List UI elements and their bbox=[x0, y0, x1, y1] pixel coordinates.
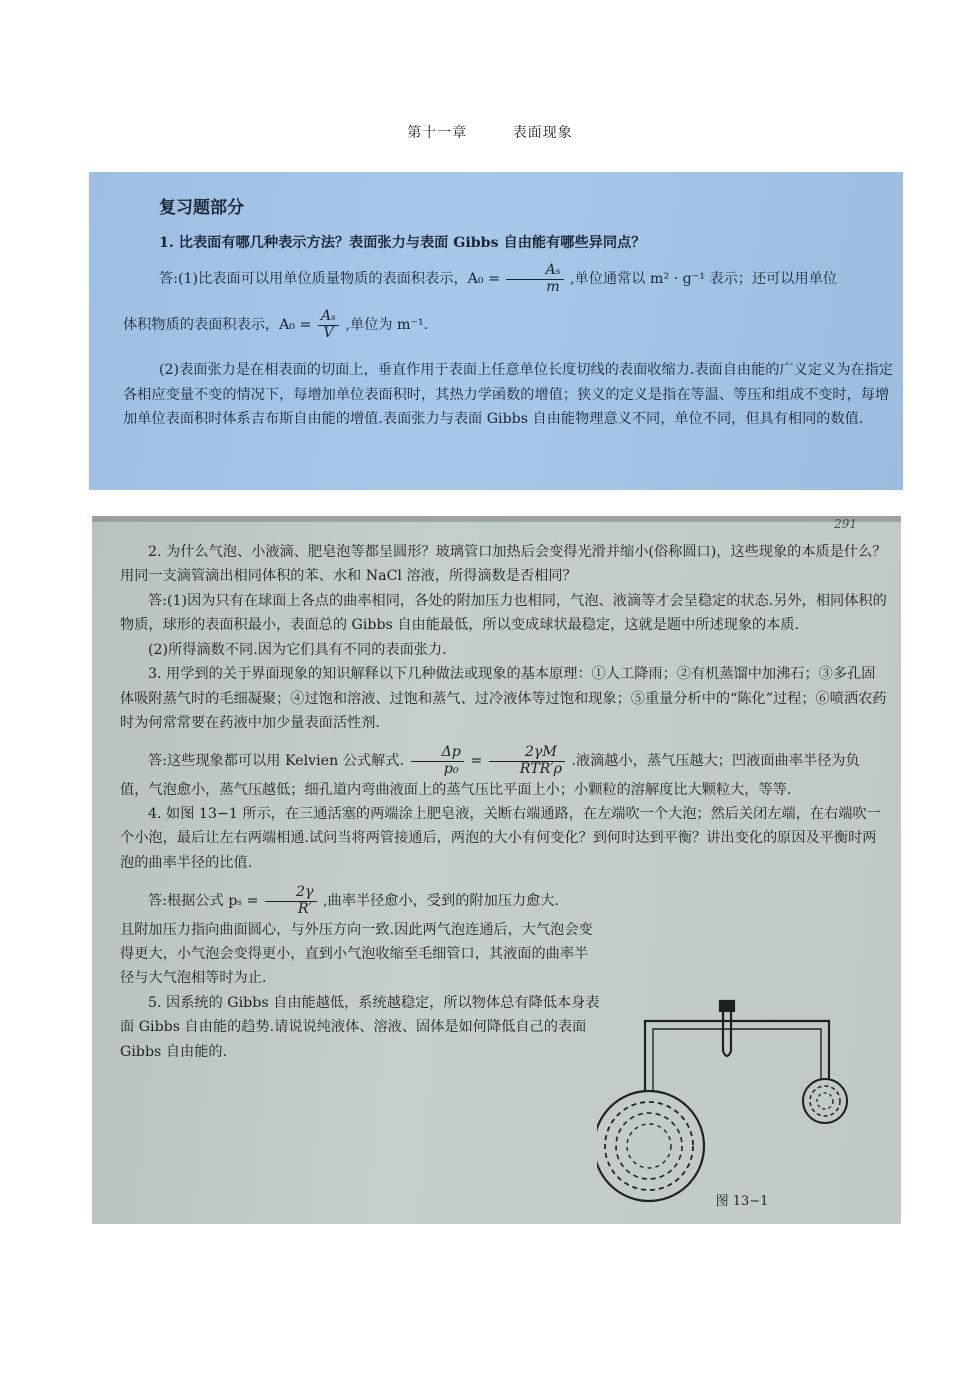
answer-3-pre: 答:这些现象都可以用 Kelvien 公式解式. bbox=[148, 753, 404, 770]
stopcock-handle bbox=[720, 1001, 734, 1011]
answer-2-part-1: 答:(1)因为只有在球面上各点的曲率相同，各处的附加压力也相同，气泡、液滴等才会呈稳定的状态.另外，相同体积的物质，球形的表面积最小，表面总的 Gibbs 自由能最低，所以变成球状最稳定，这就是题中所述现象的本质. bbox=[120, 592, 887, 634]
connecting-tube bbox=[645, 1021, 829, 1091]
chapter-name: 表面现象 bbox=[512, 125, 573, 141]
answer-4-formula bbox=[120, 885, 600, 917]
answer-3-post: .液滴越小，蒸气压越大；凹液面曲率半径为负值，气泡愈小，蒸气压越低；细孔道内弯曲液面上的蒸气压比平面上小；小颗粒的溶解度比大颗粒大，等等. bbox=[120, 753, 860, 798]
answer-4-post: ,曲率半径愈小，受到的附加压力愈大. bbox=[323, 893, 560, 910]
answer-4-rest: 且附加压力指向曲面圆心，与外压方向一致.因此两气泡连通后，大气泡会变得更大，小气泡会变得更小，直到小气泡收缩至毛细管口，其液面的曲率半径与大气泡相等时为止. bbox=[120, 921, 593, 987]
page-top-edge bbox=[92, 516, 901, 522]
answer-1-part-1-post: ,单位通常以 m² · g⁻¹ 表示；还可以用单位 bbox=[570, 271, 838, 288]
answer-1-part-1b-pre: 体积物质的表面积表示，A₀ = bbox=[123, 317, 312, 334]
fraction-denominator: V bbox=[323, 325, 334, 342]
fraction-denominator: R′ bbox=[297, 900, 312, 917]
answer-2-part-2: (2)所得滴数不同.因为它们具有不同的表面张力. bbox=[148, 641, 447, 658]
chapter-title bbox=[0, 122, 980, 142]
section-heading: 复习题部分 bbox=[159, 198, 244, 218]
fraction-numerator: 2γM bbox=[489, 745, 565, 762]
equals-sign: = bbox=[470, 753, 483, 770]
fraction-as-over-m bbox=[506, 263, 563, 295]
answer-1-part-2: (2)表面张力是在相表面的切面上，垂直作用于表面上任意单位长度切线的表面收缩力.表面自由能的广义定义为在指定各相应变量不变的情况下，每增加单位表面积时，其热力学函数的增值；狭义的定义是指在等温、等压和组成不变时，每增加单位表面积时体系吉布斯自由能的增值.表面张力与表面 Gibbs 自由能物理意义不同，单位不同，但具有相同的数值. bbox=[123, 361, 893, 428]
question-1: 1. 比表面有哪几种表示方法？表面张力与表面 Gibbs 自由能有哪些异同点？ bbox=[159, 234, 646, 251]
question-4: 4. 如图 13−1 所示，在三通活塞的两端涂上肥皂液，关断右端通路，在左端吹一个大泡；然后关闭左端，在右端吹一个小泡，最后让左右两端相通.试问当将两管接通后，两泡的大小有何变化？到何时达到平衡？讲出变化的原因及平衡时两泡的曲率半径的比值. bbox=[120, 806, 881, 871]
question-5: 5. 因系统的 Gibbs 自由能越低，系统越稳定，所以物体总有降低本身表面 Gibbs 自由能的趋势.请说说纯液体、溶液、固体是如何降低自己的表面 Gibbs 自由能的. bbox=[120, 994, 600, 1060]
connecting-tube-inner bbox=[653, 1029, 821, 1091]
fraction-numerator: 2γ bbox=[265, 885, 317, 902]
kelvin-lhs bbox=[411, 745, 464, 777]
laplace-fraction bbox=[265, 885, 317, 917]
small-bubble bbox=[803, 1079, 847, 1123]
fraction-denominator: RTR′ρ bbox=[519, 760, 562, 777]
figure-13-1 bbox=[597, 991, 887, 1221]
answer-1-part-1b-post: ,单位为 m⁻¹. bbox=[345, 317, 429, 334]
question-2: 2. 为什么气泡、小液滴、肥皂泡等都呈圆形？玻璃管口加热后会变得光滑并缩小(俗称圆口)，这些现象的本质是什么？用同一支滴管滴出相同体积的苯、水和 NaCl 溶液，所得滴数是否相同？ bbox=[120, 544, 887, 585]
review-photo bbox=[89, 172, 903, 490]
large-bubble bbox=[597, 1091, 704, 1201]
fraction-as-over-v bbox=[318, 309, 339, 341]
chapter-number: 第十一章 bbox=[407, 125, 468, 141]
question-3: 3. 用学到的关于界面现象的知识解释以下几种做法或现象的基本原理：①人工降雨；②有机蒸馏中加沸石；③多孔固体吸附蒸气时的毛细凝聚；④过饱和溶液、过饱和蒸气、过冷液体等过饱和现象；⑤重量分析中的“陈化”过程；⑥喷洒农药时为何常常要在药液中加少量表面活性剂. bbox=[120, 666, 887, 731]
fraction-numerator: Δp bbox=[411, 745, 464, 762]
answer-1-part-1 bbox=[123, 263, 895, 295]
answer-4-pre: 答:根据公式 pₛ = bbox=[148, 893, 259, 910]
kelvin-rhs bbox=[489, 745, 565, 777]
answer-1-part-1-pre: 答:(1)比表面可以用单位质量物质的表面积表示，A₀ = bbox=[159, 271, 500, 288]
textbook-photo bbox=[92, 516, 901, 1224]
figure-caption: 图 13−1 bbox=[715, 1193, 769, 1209]
stopcock-stem bbox=[723, 1011, 731, 1056]
fraction-numerator: Aₛ bbox=[506, 263, 563, 280]
answer-3 bbox=[120, 745, 887, 802]
fraction-denominator: m bbox=[546, 278, 560, 295]
fraction-denominator: p₀ bbox=[443, 760, 459, 777]
fraction-numerator: Aₛ bbox=[318, 309, 339, 326]
page-number: 291 bbox=[834, 517, 857, 531]
answer-1-part-1b bbox=[123, 309, 895, 341]
bubble-apparatus-diagram bbox=[597, 991, 887, 1221]
